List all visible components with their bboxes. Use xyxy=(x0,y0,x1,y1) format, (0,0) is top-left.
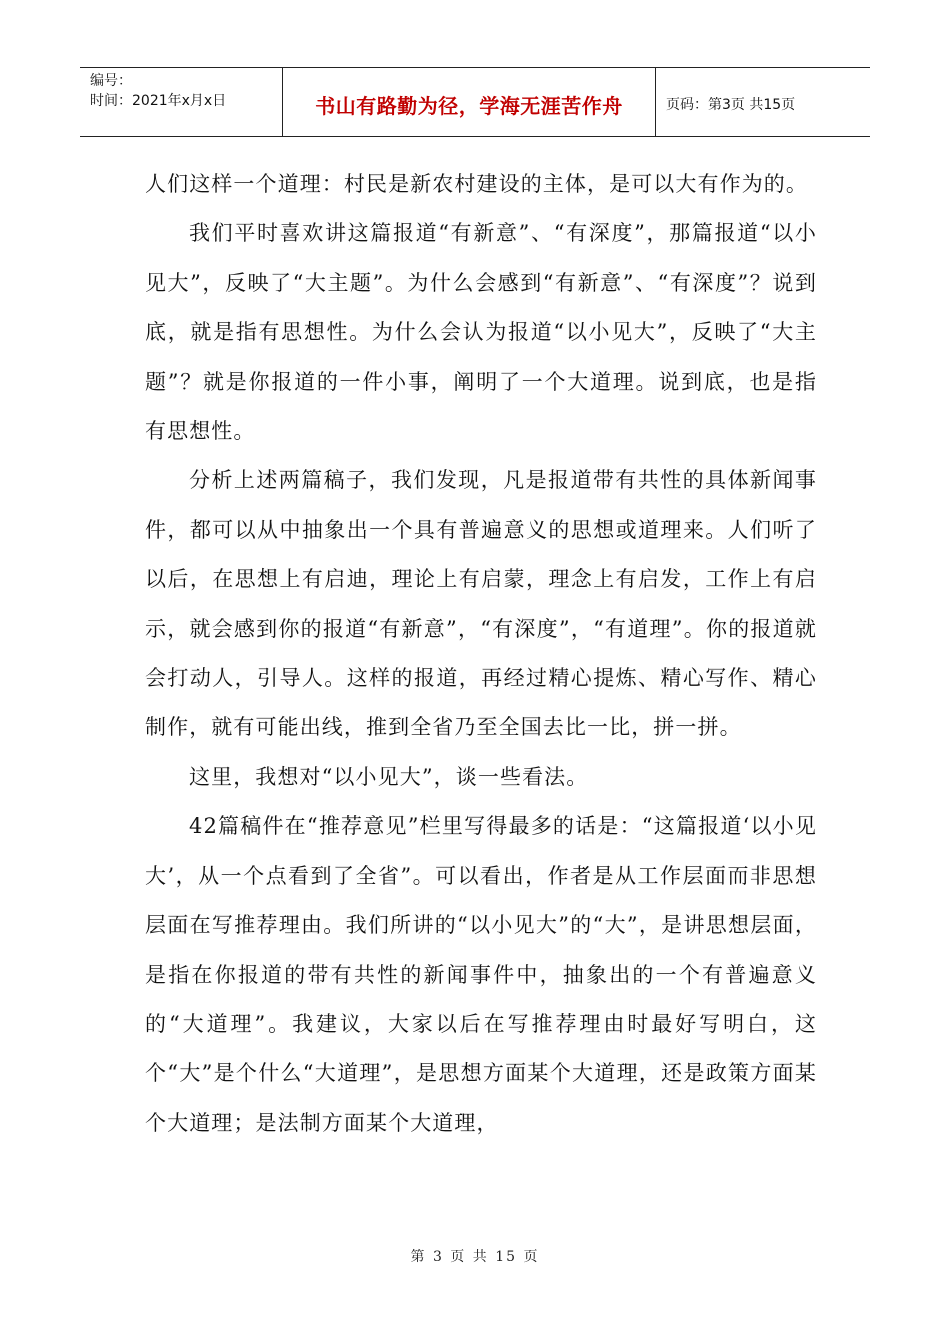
page-footer: 第 3 页 共 15 页 xyxy=(410,1249,540,1265)
header-meta-cell xyxy=(80,68,283,136)
motto-text: 书山有路勤为径，学海无涯苦作舟 xyxy=(315,93,623,118)
header-page-cell xyxy=(656,68,870,136)
body-paragraph: 人们这样一个道理：村民是新农村建设的主体，是可以大有作为的。 xyxy=(145,172,808,196)
document-body xyxy=(145,160,817,1148)
page-label: 页码：第3页 共15页 xyxy=(666,97,796,113)
body-paragraph: 分析上述两篇稿子，我们发现，凡是报道带有共性的具体新闻事件，都可以从中抽象出一个具有普遍意义的思想或道理来。人们听了以后，在思想上有启迪，理论上有启蒙，理念上有启发，工作上有启示，就会感到你的报道“有新意”，“有深度”，“有道理”。你的报道就会打动人，引导人。这样的报道，再经过精心提炼、精心写作、精心制作，就有可能出线，推到全省乃至全国去比一比，拼一拼。 xyxy=(145,468,817,740)
header-motto-cell xyxy=(283,68,656,136)
document-header xyxy=(80,67,870,137)
body-paragraph: 42篇稿件在“推荐意见”栏里写得最多的话是：“这篇报道‘以小见大’，从一个点看到了全省”。可以看出，作者是从工作层面而非思想层面在写推荐理由。我们所讲的“以小见大”的“大”，是讲思想层面，是指在你报道的带有共性的新闻事件中，抽象出的一个有普遍意义的“大道理”。我建议，大家以后在写推荐理由时最好写明白，这个“大”是个什么“大道理”，是思想方面某个大道理，还是政策方面某个大道理；是法制方面某个大道理， xyxy=(145,814,817,1135)
number-label: 编号： xyxy=(90,73,132,89)
body-paragraph: 这里，我想对“以小见大”，谈一些看法。 xyxy=(189,764,589,789)
body-paragraph: 我们平时喜欢讲这篇报道“有新意”、“有深度”，那篇报道“以小见大”，反映了“大主题”。为什么会感到“有新意”、“有深度”？说到底，就是指有思想性。为什么会认为报道“以小见大”，反映了“大主题”？就是你报道的一件小事，阐明了一个大道理。说到底，也是指有思想性。 xyxy=(145,221,817,444)
date-label: 时间：2021年x月x日 xyxy=(90,93,227,109)
